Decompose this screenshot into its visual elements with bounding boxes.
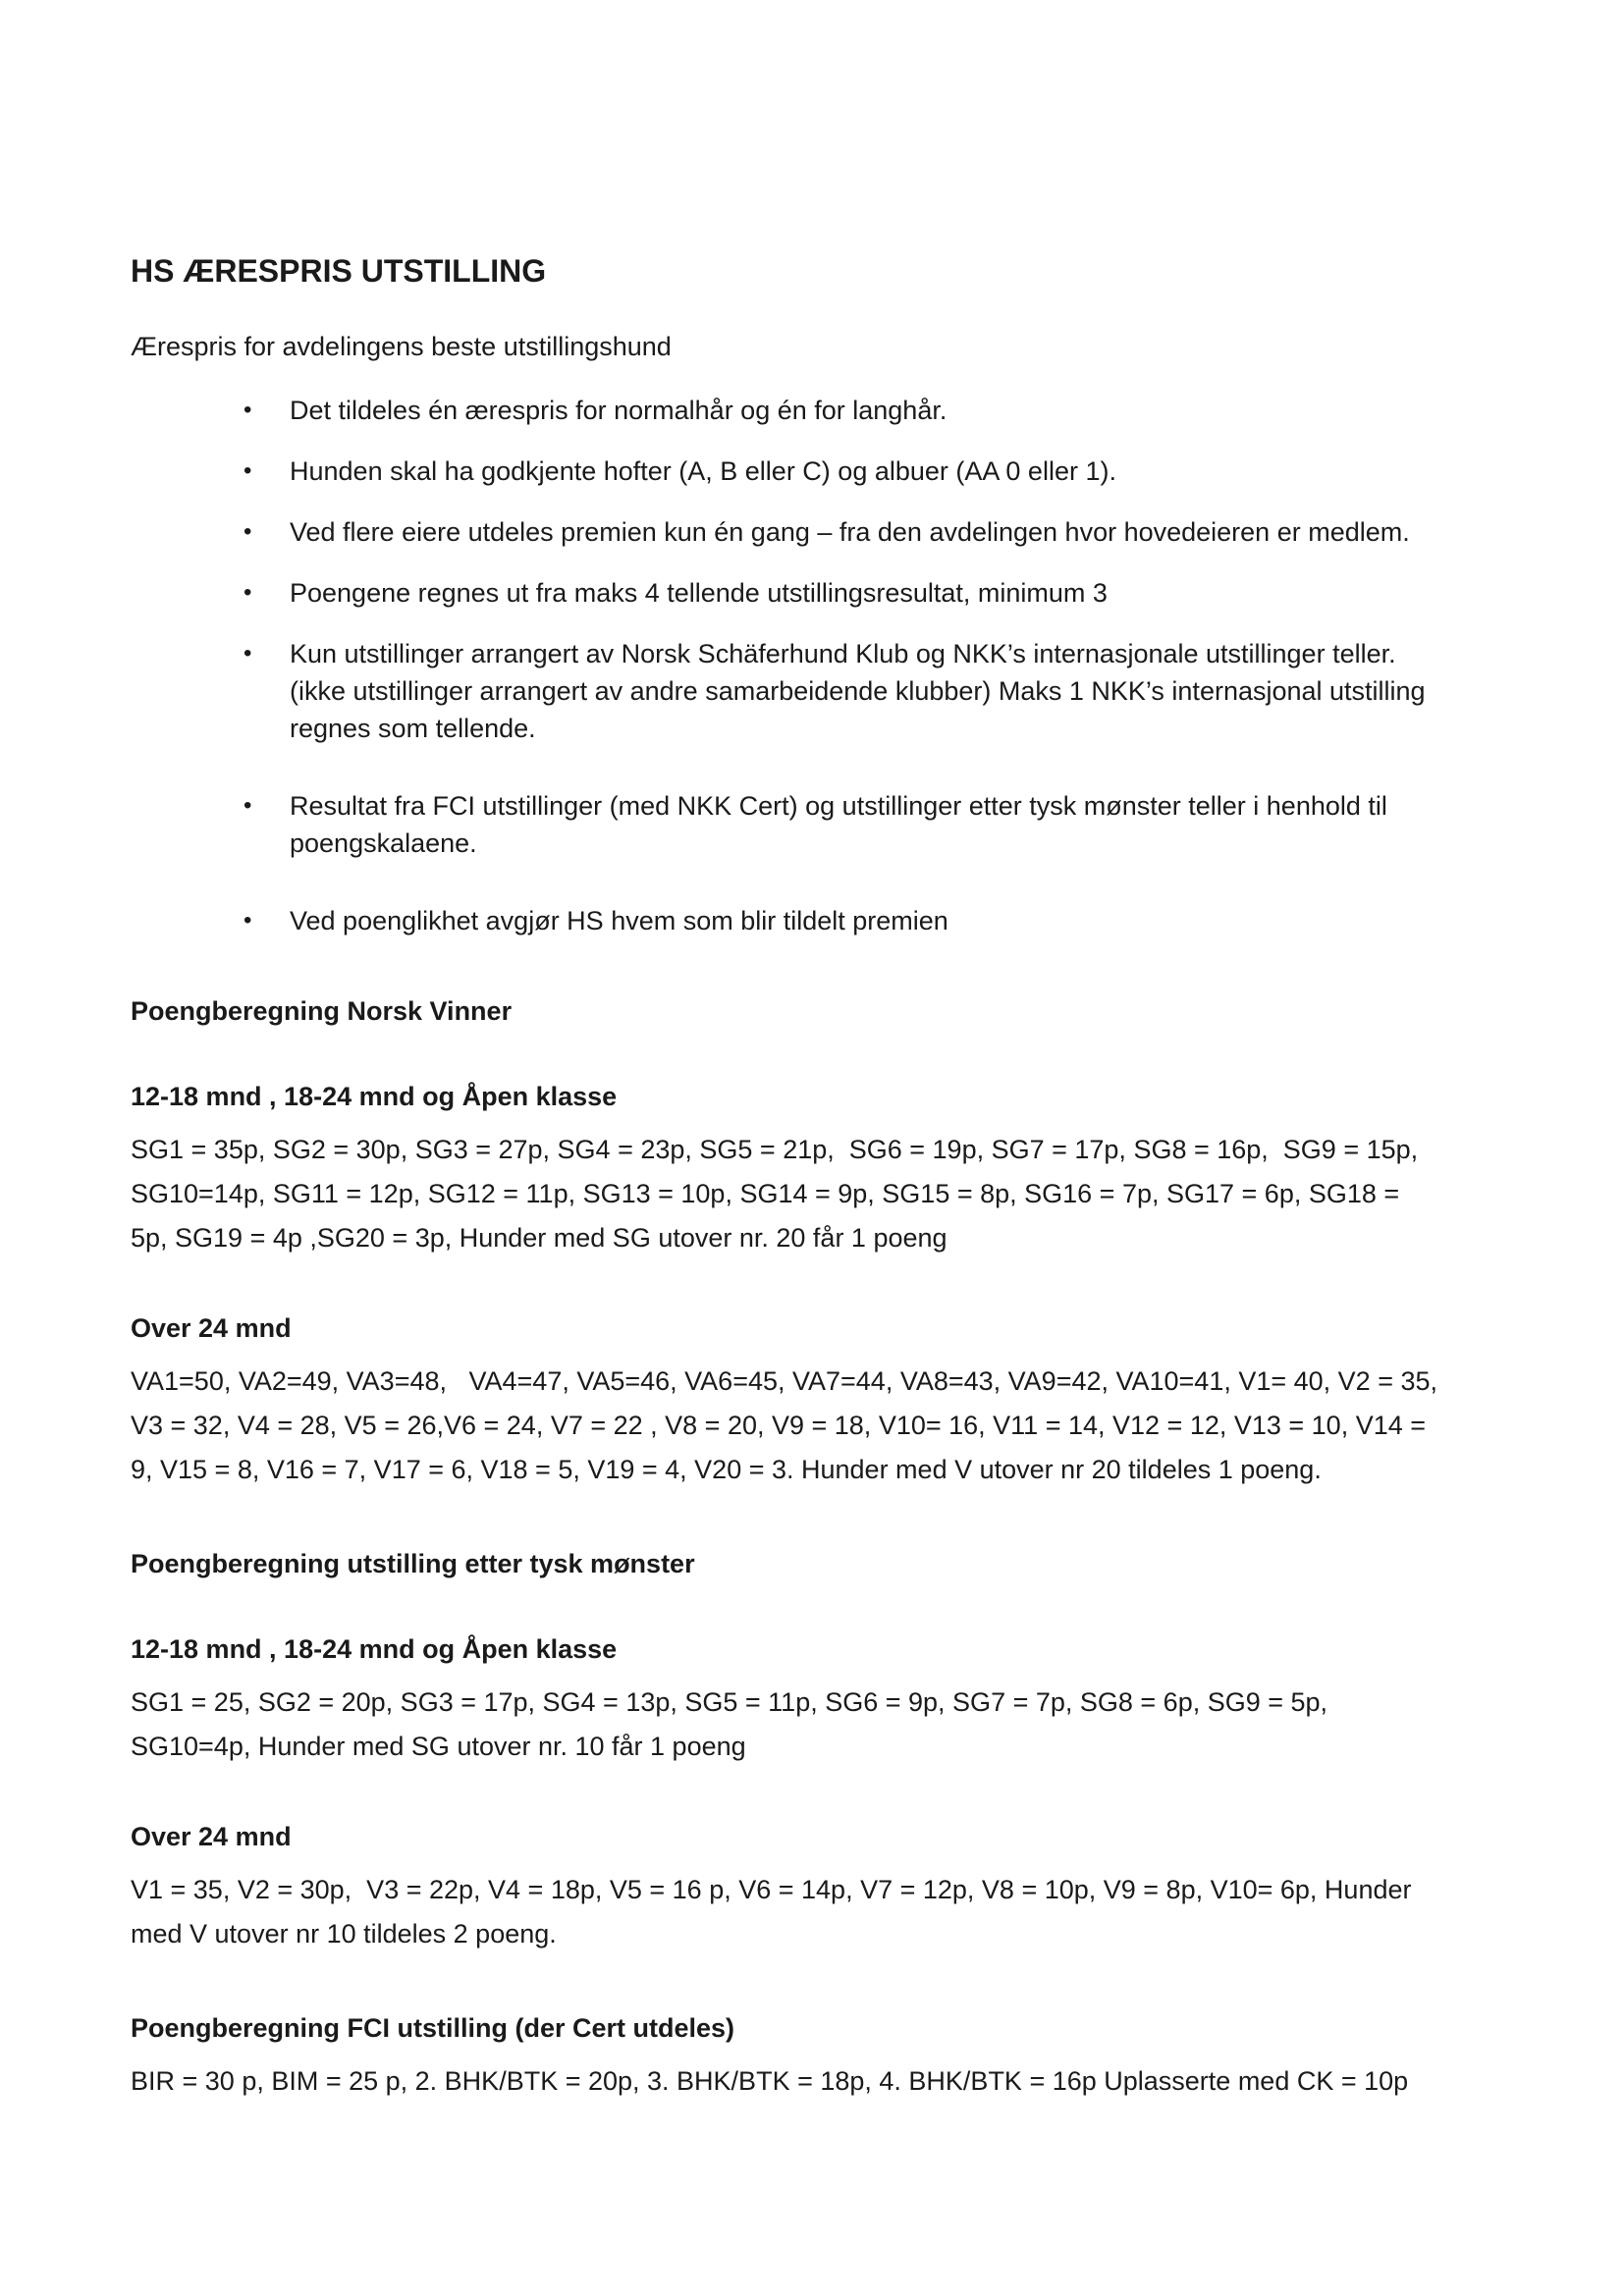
subsection-heading: 12-18 mnd , 18-24 mnd og Åpen klasse [131, 1081, 618, 1111]
list-item [131, 513, 1441, 551]
section-heading: Poengberegning utstilling etter tysk mønster [131, 1549, 695, 1579]
bullet-text: Ved flere eiere utdeles premien kun én gang – fra den avdelingen hvor hovedeieren er medlem. [290, 516, 1410, 547]
list-item [131, 574, 1441, 612]
section-tysk-monster [131, 1547, 1441, 1956]
list-item [131, 787, 1441, 862]
bullet-text: Resultat fra FCI utstillinger (med NKK Cert) og utstillinger etter tysk mønster teller i henhold til poengskalaene. [290, 790, 1395, 858]
bullet-text: Ved poenglikhet avgjør HS hvem som blir tildelt premien [290, 905, 948, 935]
bullet-text: Poengene regnes ut fra maks 4 tellende utstillingsresultat, minimum 3 [290, 577, 1108, 608]
points-paragraph: BIR = 30 p, BIM = 25 p, 2. BHK/BTK = 20p, 3. BHK/BTK = 18p, 4. BHK/BTK = 16p Uplasserte med CK = 10p [131, 2066, 1409, 2097]
points-paragraph: SG1 = 25, SG2 = 20p, SG3 = 17p, SG4 = 13p, SG5 = 11p, SG6 = 9p, SG7 = 7p, SG8 = 6p, SG9 = 5p, SG10=4p, Hunder med SG utover nr. 10 får 1 poeng [131, 1687, 1335, 1762]
bullet-icon: • [244, 791, 252, 819]
bullet-icon: • [244, 639, 252, 667]
bullet-text: Det tildeles én ærespris for normalhår og én for langhår. [290, 395, 947, 425]
list-item [131, 902, 1441, 939]
section-heading: Poengberegning Norsk Vinner [131, 995, 513, 1026]
bullet-icon: • [244, 906, 252, 934]
bullet-text: Hunden skal ha godkjente hofter (A, B eller C) og albuer (AA 0 eller 1). [290, 455, 1116, 486]
page-title: HS ÆRESPRIS UTSTILLING [131, 253, 547, 289]
subsection-heading: Over 24 mnd [131, 1312, 292, 1343]
section-norsk-vinner [131, 994, 1445, 1492]
bullet-icon: • [244, 517, 252, 545]
bullet-icon: • [244, 396, 252, 423]
rules-bullet-list [131, 392, 1441, 939]
points-paragraph: VA1=50, VA2=49, VA3=48, VA4=47, VA5=46, VA6=45, VA7=44, VA8=43, VA9=42, VA10=41, V1= 40, V2 = 35, V3 = 32, V4 = 28, V5 = 26,V6 = 24, V7 = 22 , V8 = 20, V9 = 18, V10= 16, V11 = 14, V12 = 12, V13 = 10, V14 = 9, V15 = 8, V16 = 7, V17 = 6, V18 = 5, V19 = 4, V20 = 3. Hunder med V utover nr 20 tildeles 1 poeng. [131, 1366, 1445, 1485]
bullet-icon: • [244, 578, 252, 606]
list-item [131, 453, 1441, 490]
section-fci-utstilling [131, 2011, 1441, 2104]
section-heading: Poengberegning FCI utstilling (der Cert utdeles) [131, 2013, 735, 2044]
bullet-text: Kun utstillinger arrangert av Norsk Schäferhund Klub og NKK’s internasjonale utstillinger teller. (ikke utstillinger arrangert av andre samarbeidende klubber) Maks 1 NKK’s internasjonal utstilling regnes som tellende. [290, 638, 1434, 743]
list-item [131, 392, 1441, 429]
bullet-icon: • [244, 456, 252, 484]
intro-paragraph: Ærespris for avdelingens beste utstillingshund [131, 331, 672, 361]
list-item [131, 635, 1441, 747]
subsection-heading: 12-18 mnd , 18-24 mnd og Åpen klasse [131, 1634, 618, 1665]
points-paragraph: V1 = 35, V2 = 30p, V3 = 22p, V4 = 18p, V5 = 16 p, V6 = 14p, V7 = 12p, V8 = 10p, V9 = 8p, V10= 6p, Hunder med V utover nr 10 tildeles 2 poeng. [131, 1875, 1420, 1949]
points-paragraph: SG1 = 35p, SG2 = 30p, SG3 = 27p, SG4 = 23p, SG5 = 21p, SG6 = 19p, SG7 = 17p, SG8 = 16p, SG9 = 15p, SG10=14p, SG11 = 12p, SG12 = 11p, SG13 = 10p, SG14 = 9p, SG15 = 8p, SG16 = 7p, SG17 = 6p, SG18 = 5p, SG19 = 4p ,SG20 = 3p, Hunder med SG utover nr. 20 får 1 poeng [131, 1134, 1434, 1253]
subsection-heading: Over 24 mnd [131, 1822, 292, 1852]
